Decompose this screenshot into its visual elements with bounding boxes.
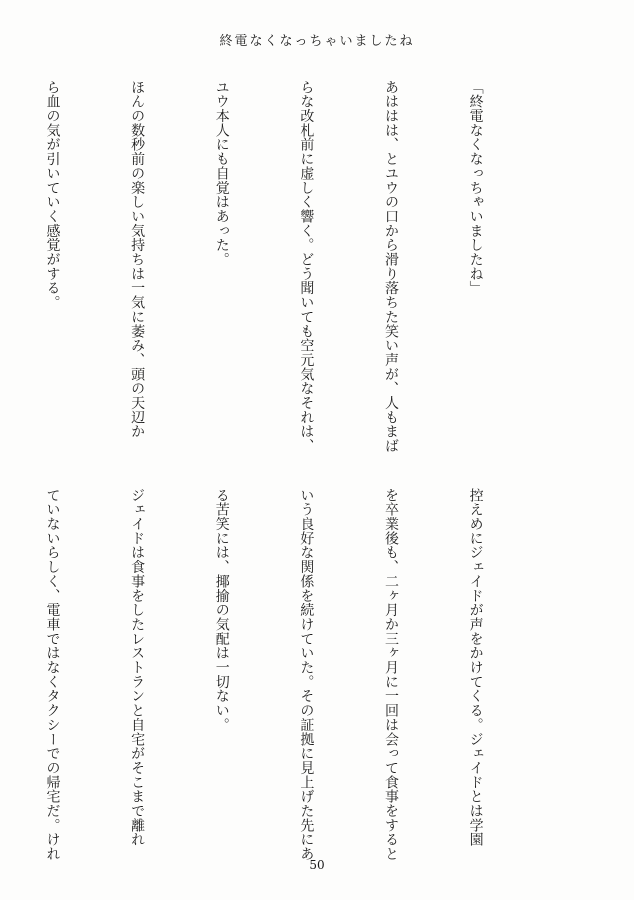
- text-line: を卒業後も、二ヶ月か三ヶ月に一回は会って食事をすると: [382, 488, 399, 862]
- text-line: ユウ本人にも自覚はあった。: [213, 80, 230, 267]
- text-line: ほんの数秒前の楽しい気持ちは一気に萎み、頭の天辺か: [129, 80, 146, 439]
- upper-text-block: [44, 80, 546, 470]
- text-line: いう良好な関係を続けていた。その証拠に見上げた先にあ: [298, 488, 315, 862]
- text-line: あははは、とユウの口から滑り落ちた笑い声が、人もまば: [382, 80, 399, 454]
- text-line: ていないらしく、電車ではなくタクシーでの帰宅だ。けれ: [44, 488, 61, 862]
- text-line: ら血の気が引いていく感覚がする。: [44, 80, 61, 310]
- page-number: 50: [309, 858, 325, 872]
- text-line: 控えめにジェイドが声をかけてくる。ジェイドとは学園: [467, 488, 484, 847]
- running-head: 終電なくなっちゃいましたね: [219, 34, 415, 49]
- text-line: らな改札前に虚しく響く。どう聞いても空元気なそれは、: [298, 80, 315, 454]
- text-line: る苦笑には、揶揄の気配は一切ない。: [213, 488, 230, 732]
- text-line: ジェイドは食事をしたレストランと自宅がそこまで離れ: [129, 488, 146, 847]
- lower-text-block: [44, 488, 546, 862]
- text-line: 「終電なくなっちゃいましたね」: [467, 80, 484, 296]
